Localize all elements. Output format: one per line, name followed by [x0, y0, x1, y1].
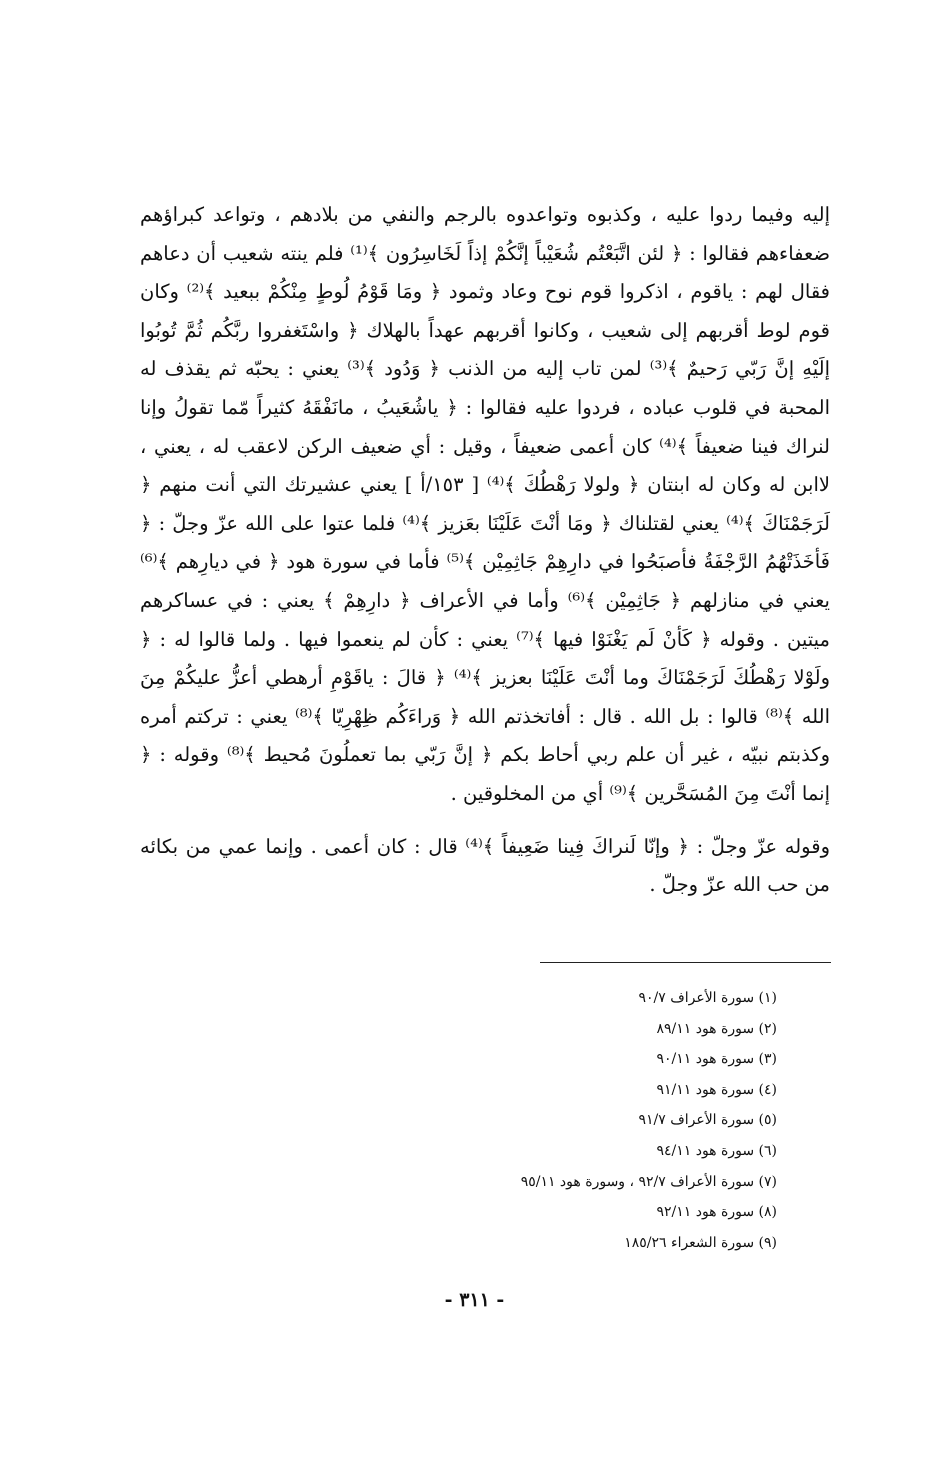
- footnote: (١) سورة الأعراف ٩٠/٧: [638, 990, 777, 1006]
- footnote: (٧) سورة الأعراف ٩٢/٧ ، وسورة هود ٩٥/١١: [520, 1173, 777, 1190]
- paragraph: إليه وفيما ردوا عليه ، وكذبوه وتواعدوه بالرجم والنفي من بلادهم ، وتواعد كبراؤهم ضعفاءهم فقالوا : ﴿ لئن اتَّبَعْتُم شُعَيْباً إنَّكُمْ إذاً لَخَاسِرُون ﴾⁽¹⁾ فلم ينته شعيب أن دعاهم فقال لهم : ياقوم ، اذكروا قوم نوح وعاد وثمود ﴿ ومَا قَوْمُ لُوطٍ مِنْكُمْ ببعيد ﴾⁽²⁾ وكان قوم لوط أقربهم إلى شعيب ، وكانوا أقربهم عهداً بالهلاك ﴿ واسْتَغفروا ربَّكُم ثُمَّ تُوبُوا إلَيْهِ إنَّ رَبّي رَحيمٌ ﴾⁽³⁾ لمن تاب إليه من الذنب ﴿ وَدُود ﴾⁽³⁾ يعني : يحبّه ثم يقذف له المحبة في قلوب عباده ، فردوا عليه فقالوا : ﴿ ياشُعَيبُ ، مانَفْقَهُ كثيراً مّما تقولُ وإنا لنراك فينا ضعيفاً ﴾⁽⁴⁾ كان أعمى ضعيفاً ، وقيل : أي ضعيف الركن لاعقب له ، يعني ، لاابن له وكان له ابنتان ﴿ ولولا رَهْطُكَ ﴾⁽⁴⁾ [ ١٥٣/أ ] يعني عشيرتك التي أنت منهم ﴿ لَرَجَمْنَاكَ ﴾⁽⁴⁾ يعني لقتلناك ﴿ ومَا أنْتَ عَلَيْنَا بعَزيز ﴾⁽⁴⁾ فلما عتوا على الله عزّ وجلّ : ﴿ فَأخَذَتْهُمُ الرَّجْفَةُ فأصبَحُوا في دارِهِمْ جَاثِمِيْن ﴾⁽⁵⁾ فأما في سورة هود ﴿ في ديارِهم ﴾⁽⁶⁾ يعني في منازلهم ﴿ جَاثِمِيْن ﴾⁽⁶⁾ وأما في الأعراف ﴿ دارِهِمْ ﴾ يعني : في عساكرهم ميتين . وقوله ﴿ كَأنْ لَم يَغْنَوْا فيها ﴾⁽⁷⁾ يعني : كأن لم ينعموا فيها . ولما قالوا له : ﴿ ولَوْلا رَهْطُكَ لَرَجَمْنَاكَ وما أنْتَ عَلَيْنَا بعزيز ﴾⁽⁴⁾ ﴿ قالَ : ياقَوْمِ أرهطي أعزُّ عليكُمْ مِنَ الله ﴾⁽⁸⁾ قالوا : بل الله . قال : أفاتخذتم الله ﴿ وَراءَكُم ظِهْرِيّا ﴾⁽⁸⁾ يعني : تركتم أمره وكذبتم نبيّه ، غير أن علم ربي أحاط بكم ﴿ إنَّ رَبّي بما تعملُونَ مُحيط ﴾⁽⁸⁾ وقوله : ﴿ إنما أنْتَ مِنَ المُسَحَّرين ﴾⁽⁹⁾ أي من المخلوقين .: [140, 203, 831, 805]
- page-number: - ٣١١ -: [444, 1289, 505, 1311]
- footnote: (٦) سورة هود ٩٤/١١: [656, 1142, 777, 1159]
- footnote: (٥) سورة الأعراف ٩١/٧: [638, 1112, 777, 1129]
- footnote-separator: [540, 962, 831, 963]
- footnotes: [257, 983, 777, 1258]
- footnote: (٩) سورة الشعراء ١٨٥/٢٦: [624, 1234, 777, 1251]
- footnote: (٨) سورة هود ٩٢/١١: [656, 1204, 777, 1221]
- footnote: (٤) سورة هود ٩١/١١: [656, 1081, 777, 1098]
- paragraph: وقوله عزّ وجلّ : ﴿ وإنّا لَنراكَ فِينا ضَعِيفاً ﴾⁽⁴⁾ قال : كان أعمى . وإنما عمي من بكائه من حب الله عزّ وجلّ .: [140, 834, 830, 897]
- main-text: [140, 196, 830, 905]
- footnote: (٢) سورة هود ٨٩/١١: [656, 1020, 777, 1037]
- footnote: (٣) سورة هود ٩٠/١١: [656, 1051, 777, 1068]
